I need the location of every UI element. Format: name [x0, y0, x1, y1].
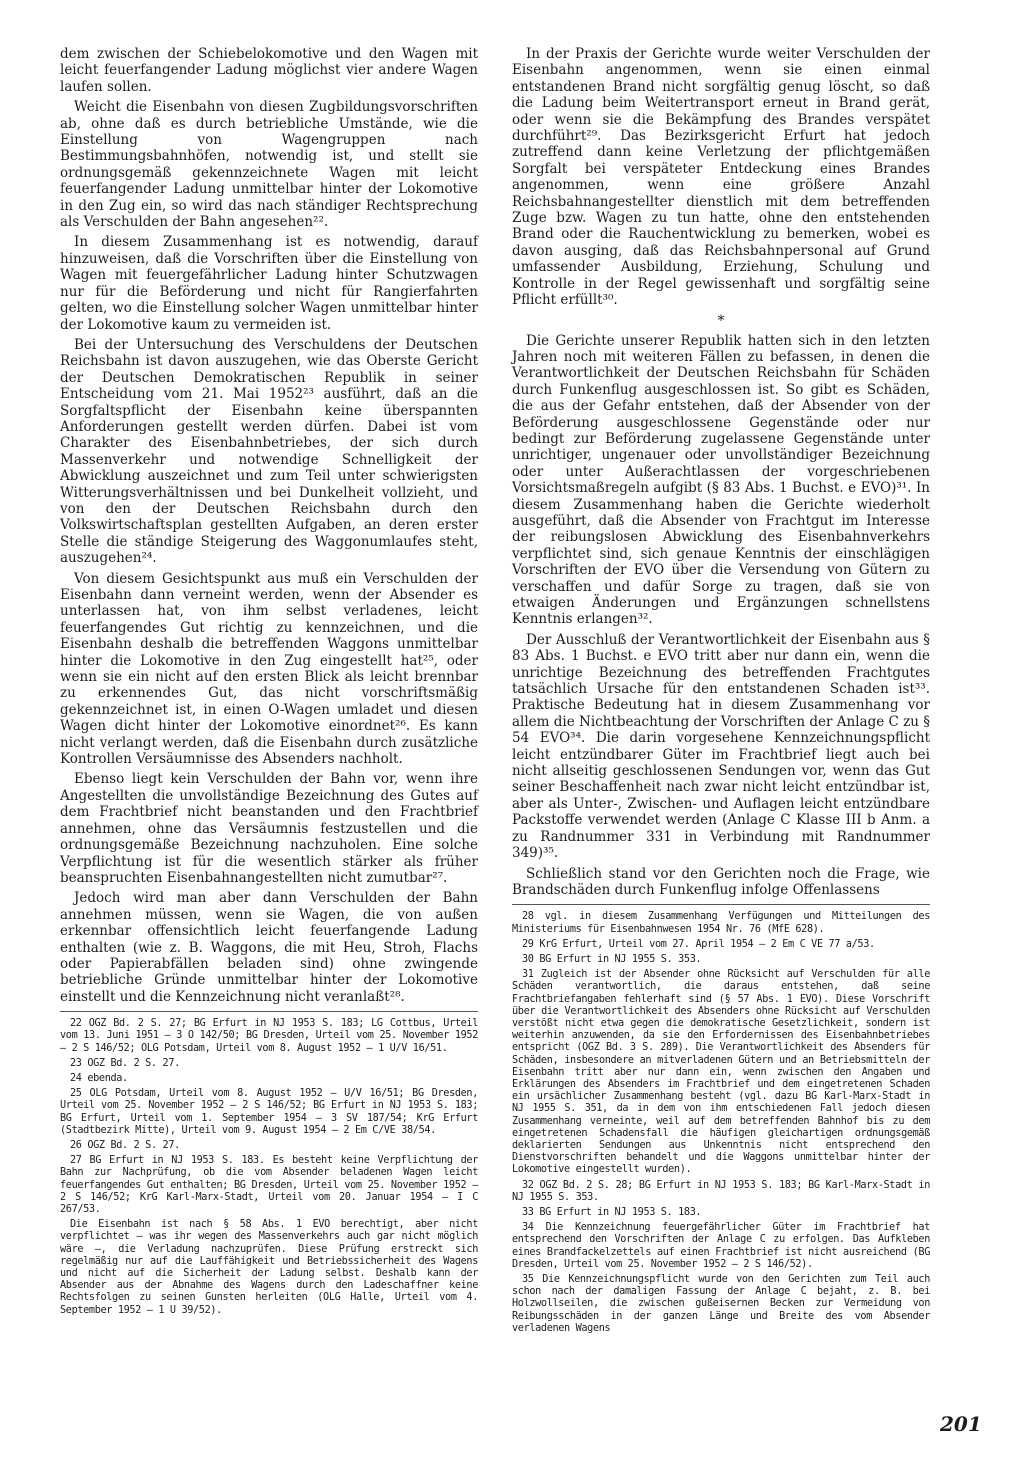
- footnote: 30 BG Erfurt in NJ 1955 S. 353.: [522, 953, 702, 965]
- footnote: 28 vgl. in diesem Zusammenhang Verfügungen und Mitteilungen des Ministeriums für Eisenbahnwesen 1954 Nr. 76 (MfE 628).: [512, 911, 930, 935]
- footnote: 25 OLG Potsdam, Urteil vom 8. August 1952 — U/V 16/51; BG Dresden, Urteil vom 25. November 1952 — 2 S 146/52; BG Erfurt in NJ 1953 S. 183; BG Erfurt, Urteil vom 1. September 1954 — 3 SV 187/54; KrG Erfurt (Stadtbezirk Mitte), Urteil vom 9. August 1954 — 2 Em C/VE 38/54.: [60, 1088, 478, 1136]
- paragraph: In diesem Zusammenhang ist es notwendig, darauf hinzuweisen, daß die Vorschriften über die Einstellung von Wagen mit feuergefährlicher Ladung hinter Schutzwagen nur für die Beförderung und nicht für Rangierfahrten gelten, wo die Einstellung solcher Wagen unmittelbar hinter der Lokomotive kaum zu vermeiden ist.: [60, 234, 478, 333]
- footnote: 26 OGZ Bd. 2 S. 27.: [70, 1139, 180, 1151]
- paragraph: Der Ausschluß der Verantwortlichkeit der Eisenbahn aus § 83 Abs. 1 Buchst. e EVO tritt aber nur dann ein, wenn die unrichtige Bezeichnung des betreffenden Frachtgutes tatsächlich Ursache für den entstandenen Schaden ist³³. Praktische Bedeutung hat in diesem Zusammenhang vor allem die Nichtbeachtung der Vorschriften der Anlage C zu § 54 EVO³⁴. Die darin vorgesehene Kennzeichnungspflicht leicht entzündbarer Güter im Frachtbrief liegt auch bei nicht allseitig geschlossenen Sendungen vor, wenn das Gut seiner Beschaffenheit nach zwar nicht leicht entzündbar ist, aber als Unter-, Zwischen- und Auflagen leicht entzündbare Packstoffe verwendet werden (Anlage C Klasse III b Anm. a zu Randnummer 331 in Verbindung mit Randnummer 349)³⁵.: [512, 631, 930, 862]
- page-number: 201: [940, 1412, 982, 1436]
- footnote: Die Eisenbahn ist nach § 58 Abs. 1 EVO berechtigt, aber nicht verpflichtet — was ihr wegen des Massenverkehrs auch gar nicht möglich wäre —, die Verladung nachzuprüfen. Diese Prüfung erstreckt sich regelmäßig nur auf die Lauffähigkeit und Betriebssicherheit des Wagens und nicht auf die Sicherheit der Ladung selbst. Deshalb kann der Absender aus der Abnahme des Wagens durch den Ladeschaffner keine Rechtsfolgen zu seinen Gunsten herleiten (OLG Halle, Urteil vom 4. September 1952 — 1 U 39/52).: [60, 1219, 478, 1316]
- paragraph: Weicht die Eisenbahn von diesen Zugbildungsvorschriften ab, ohne daß es durch betriebliche Umstände, wie die Einstellung von Wagengruppen nach Bestimmungsbahnhöfen, notwendig ist, und stellt sie ordnungsgemäß gekennzeichnete Wagen mit leicht feuerfangender Ladung unmittelbar hinter der Lokomotive in den Zug ein, so wird das nach ständiger Rechtsprechung als Verschulden der Bahn angesehen²².: [60, 99, 478, 231]
- paragraph: Ebenso liegt kein Verschulden der Bahn vor, wenn ihre Angestellten die unvollständige Bezeichnung des Gutes auf dem Frachtbrief nicht beanstanden und den Frachtbrief annehmen, ohne das Versäumnis festzustellen und die ordnungsgemäße Bezeichnung nachzuholen. Eine solche Verpflichtung ist für die wesentlich stärker als früher beanspruchten Eisenbahnangestellten nicht zumutbar²⁷.: [60, 771, 478, 886]
- paragraph: Schließlich stand vor den Gerichten noch die Frage, wie Brandschäden durch Funkenflug infolge Offenlassens: [512, 865, 930, 898]
- footnote: 35 Die Kennzeichnungspflicht wurde von den Gerichten zum Teil auch schon nach der damaligen Fassung der Anlage C bejaht, z. B. bei Holzwollseilen, die zwischen gußeisernen Becken zur Vermeidung von Reibungsschäden in der ganzen Länge und Breite des vom Absender verladenen Wagens: [512, 1274, 930, 1334]
- left-column: [60, 46, 478, 1320]
- footnote: 33 BG Erfurt in NJ 1953 S. 183.: [522, 1206, 702, 1218]
- paragraph: Die Gerichte unserer Republik hatten sich in den letzten Jahren noch mit weiteren Fällen zu befassen, in denen die Verantwortlichkeit der Deutschen Reichsbahn für Schäden durch Funkenflug ausgeschlossen ist. So gibt es Schäden, die aus der Gefahr entstehen, daß der Absender von der Beförderung ausgeschlossene Gegenstände oder nur bedingt zur Beförderung zugelassene Gegenstände unter unrichtiger, ungenauer oder unvollständiger Bezeichnung oder unter Außerachtlassen der vorgeschriebenen Vorsichtsmaßregeln aufgibt (§ 83 Abs. 1 Buchst. e EVO)³¹. In diesem Zusammenhang haben die Gerichte wiederholt ausgeführt, daß die Absender von Frachtgut im Interesse der reibungslosen Abwicklung des Eisenbahnverkehrs verpflichtet sind, sich genaue Kenntnis der einschlägigen Vorschriften der EVO über die Versendung von Gütern zu verschaffen und dafür Sorge zu tragen, daß sie von etwaigen Änderungen und Ergänzungen schnellstens Kenntnis erlangen³².: [512, 332, 930, 628]
- paragraph: Bei der Untersuchung des Verschuldens der Deutschen Reichsbahn ist davon auszugehen, wie das Oberste Gericht der Deutschen Demokratischen Republik in seiner Entscheidung vom 21. Mai 1952²³ ausführt, daß an die Sorgfaltspflicht der Eisenbahn keine überspannten Anforderungen gestellt werden dürfen. Dabei ist vom Charakter des Eisenbahnbetriebes, der sich durch Massenverkehr und notwendige Schnelligkeit der Abwicklung auszeichnet und zum Teil unter schwierigsten Witterungsverhältnissen und bei Dunkelheit vollzieht, und von den der Deutschen Reichsbahn durch den Volkswirtschaftsplan gestellten Aufgaben, an deren erster Stelle die ständige Steigerung des Waggonumlaufes steht, auszugehen²⁴.: [60, 336, 478, 567]
- paragraph: Von diesem Gesichtspunkt aus muß ein Verschulden der Eisenbahn dann verneint werden, wenn der Absender es unterlassen hat, von ihm selbst verladenes, leicht feuerfangendes Gut richtig zu kennzeichnen, und die Eisenbahn deshalb die betreffenden Waggons unmittelbar hinter die Lokomotive in den Zug eingestellt hat²⁵, oder wenn sie ein nicht auf den ersten Blick als leicht brennbar zu erkennendes Gut, das nicht vorschriftsmäßig gekennzeichnet ist, in einen O-Wagen umladet und diesen Wagen dicht hinter der Lokomotive einordnet²⁶. Es kann nicht verlangt werden, daß die Eisenbahn durch zusätzliche Kontrollen Versäumnisse des Absenders nachholt.: [60, 570, 478, 768]
- footnote: 34 Die Kennzeichnung feuergefährlicher Güter im Frachtbrief hat entsprechend den Vorschriften der Anlage C zu erfolgen. Das Aufkleben eines Brandfackelzettels auf einen Frachtbrief ist nicht ausreichend (BG Dresden, Urteil vom 25. November 1952 — 2 S 146/52).: [512, 1222, 930, 1270]
- footnote: 23 OGZ Bd. 2 S. 27.: [70, 1057, 180, 1069]
- paragraph: Jedoch wird man aber dann Verschulden der Bahn annehmen müssen, wenn sie Wagen, die von außen erkennbar offensichtlich leicht feuerfangende Ladung enthalten (wie z. B. Waggons, die mit Heu, Stroh, Flachs oder Papierabfällen beladen sind) ohne zwingende betriebliche Gründe unmittelbar hinter der Lokomotive einstellt und die Kennzeichnung nicht veranlaßt²⁸.: [60, 890, 478, 1005]
- left-body-text: [60, 46, 478, 1005]
- right-column: [512, 46, 930, 1338]
- footnote: 22 OGZ Bd. 2 S. 27; BG Erfurt in NJ 1953 S. 183; LG Cottbus, Urteil vom 13. Juni 1951 — 3 O 142/50; BG Dresden, Urteil vom 25. November 1952 — 2 S 146/52; OLG Potsdam, Urteil vom 8. August 1952 — 1 U/V 16/51.: [60, 1018, 478, 1054]
- paragraph: In der Praxis der Gerichte wurde weiter Verschulden der Eisenbahn angenommen, wenn sie einen einmal entstandenen Brand nicht sorgfältig genug löscht, so daß die Ladung beim Weitertransport erneut in Brand gerät, oder wenn sie die Bekämpfung des Brandes verspätet durchführt²⁹. Das Bezirksgericht Erfurt hat jedoch zutreffend dann keine Verletzung der pflichtgemäßen Sorgfalt bei verspäteter Entdeckung eines Brandes angenommen, wenn eine größere Anzahl Reichsbahnangestellter dienstlich mit dem betreffenden Zuge bzw. Wagen zu tun hatte, ohne den entstehenden Brand oder die Rauchentwicklung zu bemerken, wobei es davon ausging, daß das Reichsbahnpersonal auf Grund umfassender Ausbildung, Erziehung, Schulung und Kontrolle in der Regel gewissenhaft und sorgfältig seine Pflicht erfüllt³⁰.: [512, 46, 930, 309]
- right-footnotes: [512, 904, 930, 1335]
- footnote: 27 BG Erfurt in NJ 1953 S. 183. Es besteht keine Verpflichtung der Bahn zur Nachprüfung, ob die vom Absender beladenen Wagen leicht feuerfangendes Gut enthalten; BG Dresden, Urteil vom 25. November 1952 — 2 S 146/52; KrG Karl-Marx-Stadt, Urteil vom 20. Januar 1954 — I C 267/53.: [60, 1155, 478, 1215]
- section-separator: *: [717, 312, 725, 329]
- footnote: 31 Zugleich ist der Absender ohne Rücksicht auf Verschulden für alle Schäden verantwortlich, die daraus entstehen, daß seine Frachtbriefangaben fehlerhaft sind (§ 57 Abs. 1 EVO). Diese Vorschrift über die Verantwortlichkeit des Absenders ohne Rücksicht auf Verschulden verstößt nicht etwa gegen die demokratische Gesetzlichkeit, sondern ist weiterhin anzuwenden, da sie den Erfordernissen des Eisenbahnbetriebes entspricht (OGZ Bd. 3 S. 289). Die Verantwortlichkeit des Absenders für Schäden, insbesondere an mitverladenen Gütern und an Betriebsmitteln der Eisenbahn tritt aber nur dann ein, wenn zwischen den Angaben und Erklärungen des Absenders im Frachtbrief und dem eingetretenen Schaden ein ursächlicher Zusammenhang besteht (vgl. dazu BG Karl-Marx-Stadt in NJ 1955 S. 351, da in dem von ihm entschiedenen Fall jedoch diesen Zusammenhang verneinte, weil auf dem betreffenden Bahnhof bis zu dem eingetretenen Schadensfall die häufigen gleichartigen ordnungsgemäß deklarierten Sendungen aus Unkenntnis nicht entsprechend den Dienstvorschriften behandelt und die Waggons unmittelbar hinter der Lokomotive eingestellt wurden).: [512, 969, 930, 1176]
- paragraph: dem zwischen der Schiebelokomotive und den Wagen mit leicht feuerfangender Ladung möglichst vier andere Wagen laufen sollen.: [60, 46, 478, 95]
- right-body-text: [512, 46, 930, 898]
- footnote: 29 KrG Erfurt, Urteil vom 27. April 1954 — 2 Em C VE 77 a/53.: [522, 938, 875, 950]
- footnote: 24 ebenda.: [70, 1072, 128, 1084]
- left-footnotes: [60, 1011, 478, 1317]
- footnote: 32 OGZ Bd. 2 S. 28; BG Erfurt in NJ 1953 S. 183; BG Karl-Marx-Stadt in NJ 1955 S. 353.: [512, 1179, 930, 1203]
